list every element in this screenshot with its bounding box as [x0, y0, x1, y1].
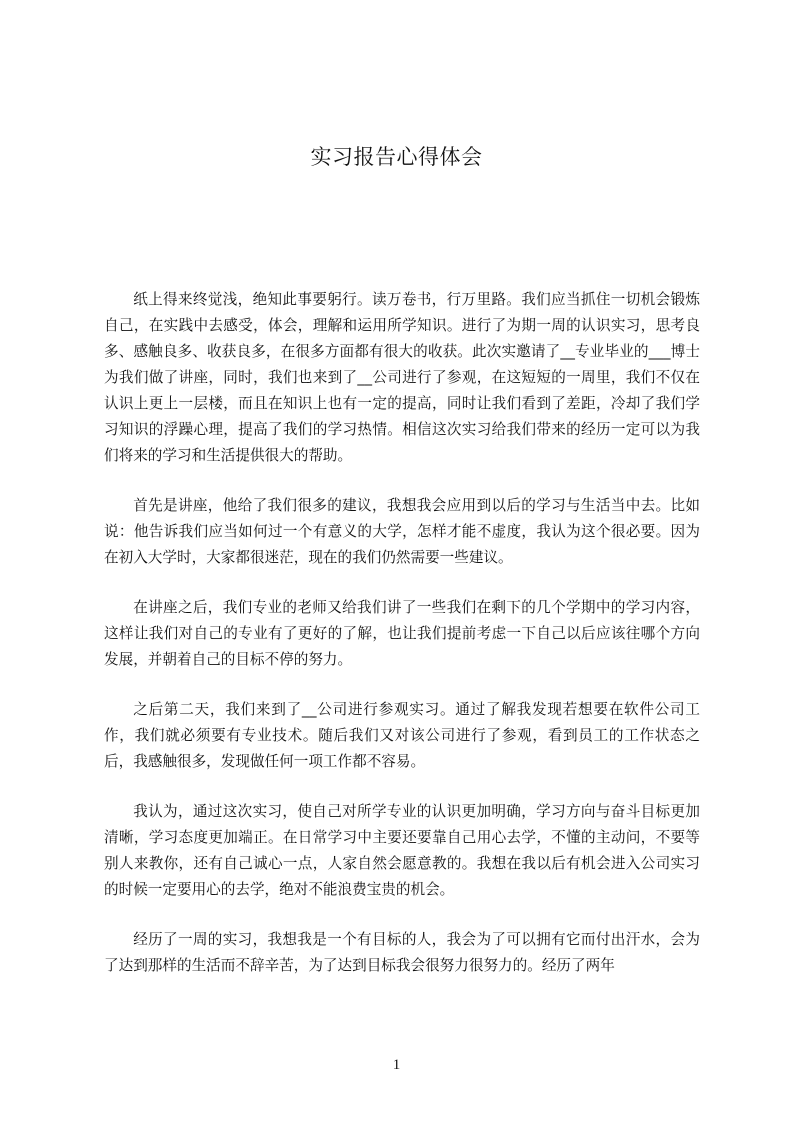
paragraph-company-visit: 之后第二天，我们来到了__公司进行参观实习。通过了解我发现若想要在软件公司工作，我们就必须要有专业技术。随后我们又对该公司进行了参观，看到员工的工作状态之后，我感触很多，发现做任何一项工作都不容易。: [104, 701, 700, 770]
document-body: [104, 287, 700, 1003]
page-number: 1: [392, 1057, 401, 1073]
paragraph-reflection: 我认为，通过这次实习，使自己对所学专业的认识更加明确，学习方向与奋斗目标更加清晰，学习态度更加端正。在日常学习中主要还要靠自己用心去学，不懂的主动问，不要等别人来教你，还有自己诚心一点，人家自然会愿意教的。我想在我以后有机会进入公司实习的时候一定要用心的去学，绝对不能浪费宝贵的机会。: [104, 803, 700, 898]
paragraph-conclusion: 经历了一周的实习，我想我是一个有目标的人，我会为了可以拥有它而付出汗水，会为了达到那样的生活而不辞辛苦，为了达到目标我会很努力很努力的。经历了两年: [104, 931, 700, 974]
page-title: 实习报告心得体会: [310, 145, 483, 169]
paragraph-lecture: 首先是讲座，他给了我们很多的建议，我想我会应用到以后的学习与生活当中去。比如说：他告诉我们应当如何过一个有意义的大学，怎样才能不虚度，我认为这个很必要。因为在初入大学时，大家都很迷茫，现在的我们仍然需要一些建议。: [104, 497, 700, 566]
paragraph-intro: 纸上得来终觉浅，绝知此事要躬行。读万卷书，行万里路。我们应当抓住一切机会锻炼自己，在实践中去感受，体会，理解和运用所学知识。进行了为期一周的认识实习，思考良多、感触良多、收获良多，在很多方面都有很大的收获。此次实邀请了__专业毕业的___博士为我们做了讲座，同时，我们也来到了__公司进行了参观，在这短短的一周里，我们不仅在认识上更上一层楼，而且在知识上也有一定的提高，同时让我们看到了差距，冷却了我们学习知识的浮躁心理，提高了我们的学习热情。相信这次实习给我们带来的经历一定可以为我们将来的学习和生活提供很大的帮助。: [104, 291, 700, 464]
paragraph-after-lecture: 在讲座之后，我们专业的老师又给我们讲了一些我们在剩下的几个学期中的学习内容，这样让我们对自己的专业有了更好的了解，也让我们提前考虑一下自己以后应该往哪个方向发展，并朝着自己的目标不停的努力。: [104, 599, 700, 668]
